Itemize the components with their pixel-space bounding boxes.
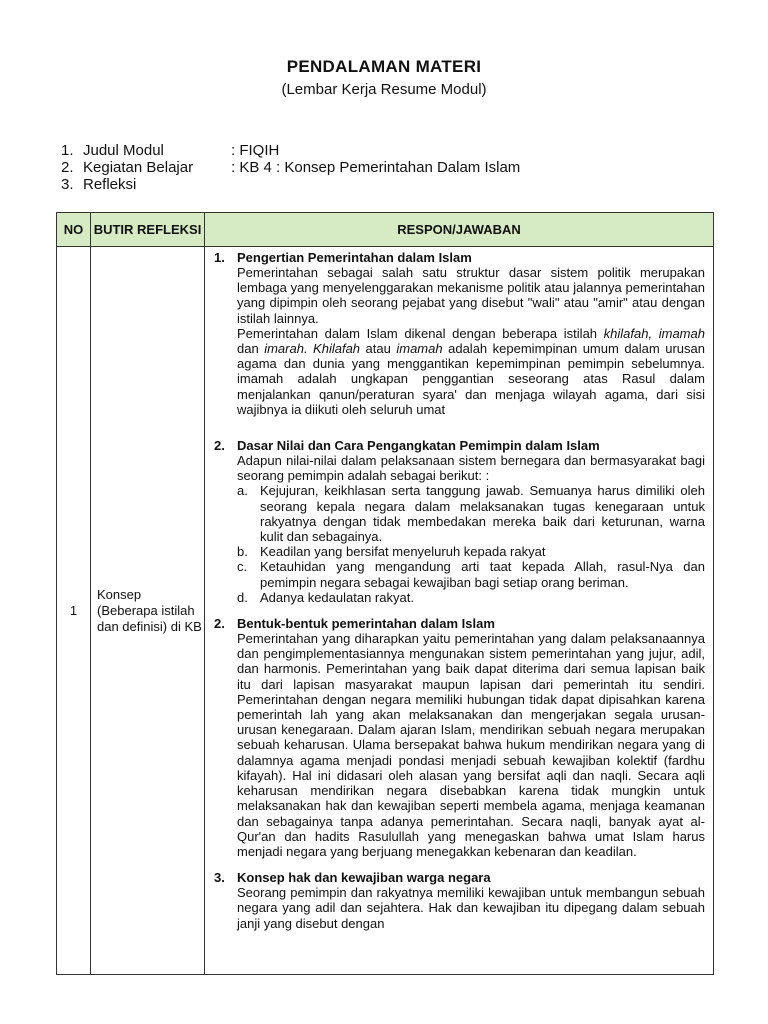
- paragraph: Pemerintahan yang diharapkan yaitu pemerintahan yang dalam pelaksanaannya dan pengimplementasiannya mengunakan sistem pemerintahan yang jujur, adil, dan harmonis. Pemerintahan yang baik dapat diterima dari semua lapisan baik itu dari lapisan masyarakat maupun lapisan dari pemerintah itu sendiri. Pemerintahan dengan negara memiliki hubungan tidak dapat dipisahkan karena pemerintah lah yang akan melaksanakan dan mengerjakan segala urusan-urusan kenegaraan. Dalam ajaran Islam, mendirikan sebuah negara merupakan sebuah keharusan. Ulama bersepakat bahwa hukum mendirikan negara yang di dalamnya agama menjadi pondasi menjadi sebuah kewajiban kolektif (fardhu kifayah). Hal ini didasari oleh alasan yang bersifat aqli dan naqli. Secara aqli keharusan mendirikan negara disebabkan karena tidak mungkin untuk melaksanakan hak dan kewajiban seperti membela agama, menjaga keamanan dan sebagainya tanpa adanya pemerintahan. Secara naqli, banyak ayat al-Qur'an dan hadits Rasulullah yang menegaskan bahwa umat Islam harus menjadi negara yang berjuang menegakkan kebenaran dan keadilan.: [237, 631, 705, 859]
- section-heading: [214, 616, 705, 631]
- section-title: Pengertian Pemerintahan dalam Islam: [237, 250, 472, 265]
- list-item: b. Keadilan yang bersifat menyeluruh kepada rakyat: [237, 544, 546, 560]
- table-header-row: [57, 213, 714, 247]
- reflection-table: [56, 212, 714, 975]
- row-number: 1: [57, 247, 91, 975]
- table-row: [57, 247, 714, 975]
- section-heading: [214, 438, 705, 453]
- section-body: [214, 453, 705, 605]
- section-number: 1.: [214, 250, 225, 265]
- list-item: d. Adanya kedaulatan rakyat.: [237, 589, 414, 605]
- list-item: a. Kejujuran, keikhlasan serta tanggung jawab. Semuanya harus dimiliki oleh seorang kepala negara dalam melaksanakan tugas kenegaraan untuk rakyatnya dengan tidak membedakan mereka baik dari keturunan, warna kulit dan sebagainya.: [237, 483, 705, 545]
- section-dasar-nilai: [214, 438, 705, 605]
- info-label: Judul Modul: [83, 142, 164, 159]
- section-title: Dasar Nilai dan Cara Pengangkatan Pemimpin dalam Islam: [237, 438, 600, 454]
- section-heading: [214, 250, 705, 265]
- info-label: Kegiatan Belajar: [83, 159, 194, 176]
- section-title: Konsep hak dan kewajiban warga negara: [237, 870, 491, 886]
- section-body: [214, 265, 705, 417]
- paragraph: Pemerintahan dalam Islam dikenal dengan beberapa istilah khilafah, imamah dan imarah. Khilafah atau imamah adalah kepemimpinan umum dalam urusan agama dan dunia yang menggantikan kepemimpinan pemimpin sebelumnya. imamah adalah ungkapan penggantian seseorang atas Rasul dalam menjalankan qanun/peraturan syara' dan menjaga wilayah agama, dari sisi wajibnya ia diikuti oleh seluruh umat: [237, 325, 705, 417]
- info-value: : FIQIH: [231, 142, 280, 159]
- paragraph: Adapun nilai-nilai dalam pelaksanaan sistem bernegara dan bermasyarakat bagi seorang pemimpin adalah sebagai berikut: :: [237, 453, 705, 484]
- paragraph: Pemerintahan sebagai salah satu struktur dasar sistem politik merupakan lembaga yang menyelenggarakan mekanisme politik atau jalannya pemerintahan yang dipimpin oleh seorang pejabat yang disebut "wali" atau "amir" atau dengan istilah lainnya.: [237, 265, 705, 326]
- header-no: NO: [57, 213, 91, 247]
- row-response: [205, 247, 714, 975]
- info-value: : KB 4 : Konsep Pemerintahan Dalam Islam: [231, 159, 521, 176]
- section-pengertian: [214, 250, 705, 417]
- section-heading: [214, 870, 705, 885]
- module-info-list: [61, 142, 520, 193]
- section-number: 2.: [214, 438, 225, 454]
- section-title: Bentuk-bentuk pemerintahan dalam Islam: [237, 616, 495, 632]
- section-number: 2.: [214, 616, 225, 632]
- info-row-judul-modul: [61, 142, 520, 159]
- section-hak-kewajiban: [214, 870, 705, 931]
- list-item: c. Ketauhidan yang mengandung arti taat kepada Allah, rasul-Nya dan pemimpin negara sebagai kewajiban bagi setiap orang beriman.: [237, 559, 705, 590]
- paragraph: Seorang pemimpin dan rakyatnya memiliki kewajiban untuk membangun sebuah negara yang adil dan sejahtera. Hak dan kewajiban itu dipegang dalam sebuah janji yang disebut dengan: [237, 885, 705, 931]
- info-row-kegiatan-belajar: [61, 159, 520, 176]
- info-label: Refleksi: [83, 176, 137, 193]
- info-number: 1.: [61, 142, 74, 159]
- section-body: [214, 885, 705, 931]
- row-butir-refleksi: Konsep (Beberapa istilah dan definisi) di KB: [91, 247, 205, 975]
- page-title: PENDALAMAN MATERI: [286, 57, 482, 76]
- info-number: 2.: [61, 159, 74, 176]
- header-butir-refleksi: BUTIR REFLEKSI: [91, 213, 205, 247]
- page-subtitle: (Lembar Kerja Resume Modul): [281, 81, 487, 98]
- section-body: [214, 631, 705, 859]
- info-row-refleksi: [61, 176, 520, 193]
- info-number: 3.: [61, 176, 74, 193]
- section-bentuk-pemerintahan: [214, 616, 705, 859]
- header-respon-jawaban: RESPON/JAWABAN: [205, 213, 714, 247]
- section-number: 3.: [214, 870, 225, 886]
